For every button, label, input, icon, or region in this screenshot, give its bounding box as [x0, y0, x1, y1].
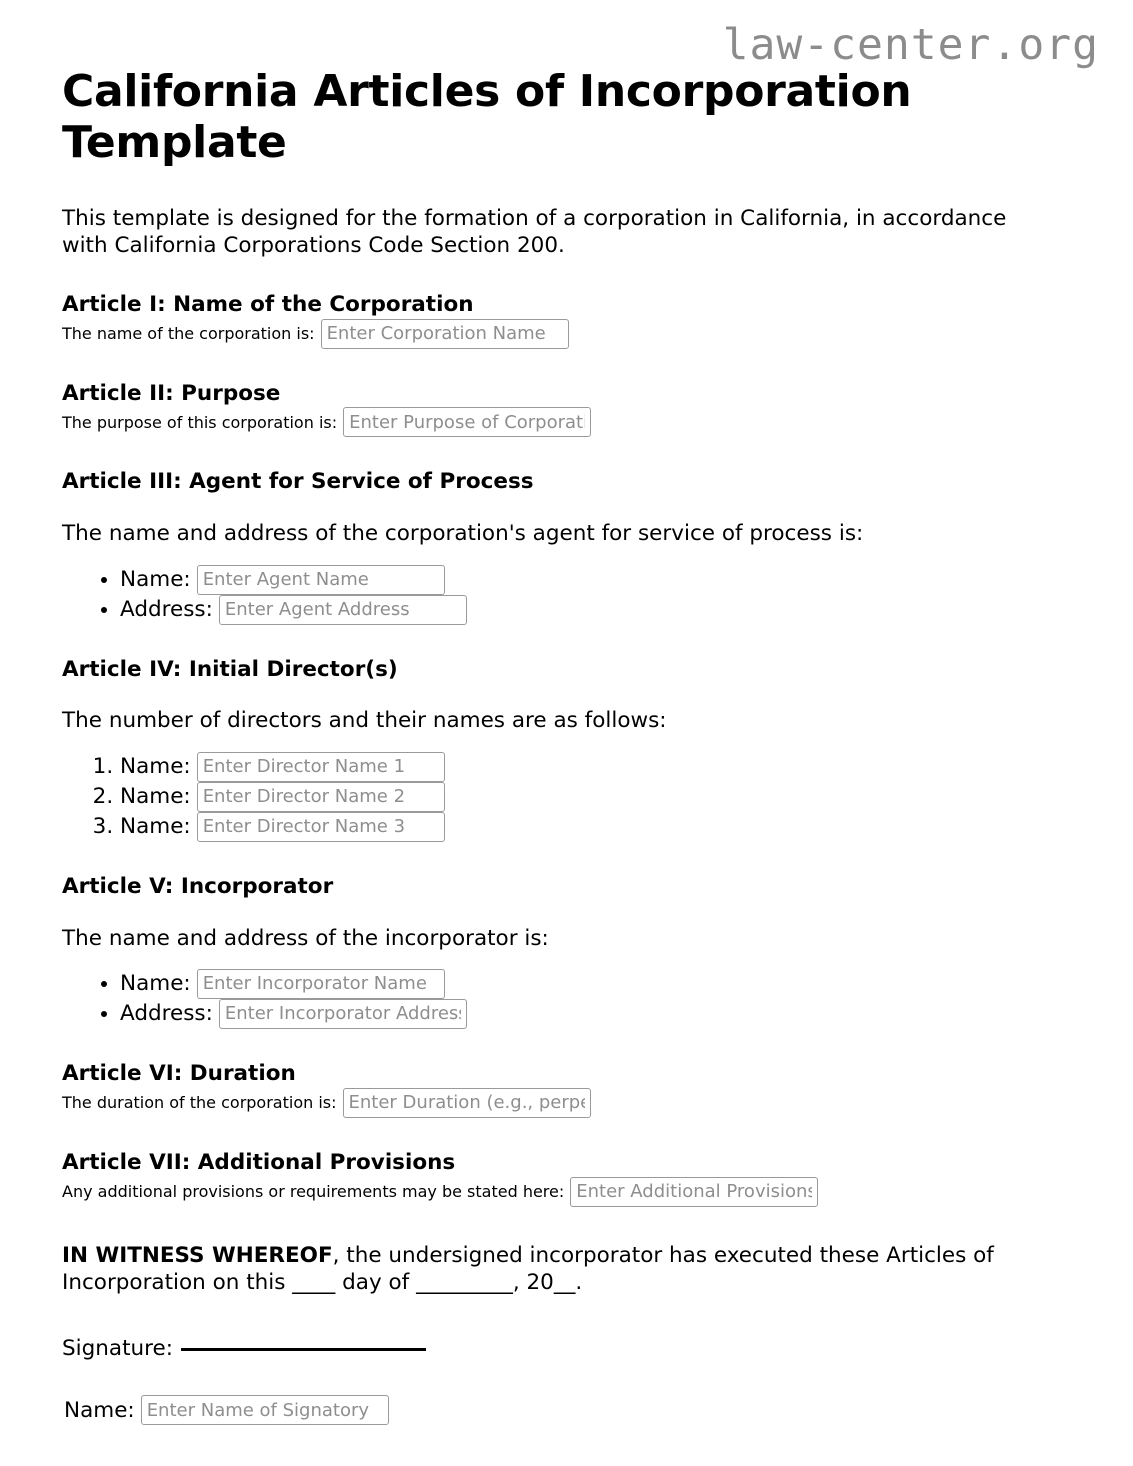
article-2-field-row [62, 407, 1071, 437]
director-3-input[interactable] [197, 812, 445, 842]
witness-paragraph [62, 1242, 1047, 1297]
additional-provisions-label: Any additional provisions or requirements may be stated here: [62, 1182, 565, 1202]
director-1-input[interactable] [197, 752, 445, 782]
witness-rest: , the undersigned incorporator has executed these Articles of Incorporation on this ____ day of _________, 20__. [62, 1242, 994, 1295]
list-item [120, 812, 1071, 842]
duration-label: The duration of the corporation is: [62, 1093, 337, 1113]
corporation-name-input[interactable] [321, 319, 569, 349]
agent-name-label: • Name: [120, 566, 191, 592]
director-2-input[interactable] [197, 782, 445, 812]
incorporator-name-input[interactable] [197, 969, 445, 999]
article-3-lead: The name and address of the corporation's agent for service of process is: [62, 521, 864, 547]
article-7-heading: Article VII: Additional Provisions [62, 1149, 456, 1175]
signature-rule [181, 1347, 426, 1351]
article-5-lead: The name and address of the incorporator is: [62, 925, 549, 951]
article-6-heading: Article VI: Duration [62, 1060, 296, 1086]
incorporator-address-input[interactable] [219, 999, 467, 1029]
article-6-field-row [62, 1088, 1071, 1118]
signature-line [62, 1336, 1071, 1361]
intro-paragraph: This template is designed for the formation of a corporation in California, in accordance with California Corporations Code Section 200. [62, 206, 1007, 259]
site-watermark: law-center.org [722, 20, 1099, 70]
article-4-lead: The number of directors and their names are as follows: [62, 708, 667, 734]
purpose-label: The purpose of this corporation is: [62, 412, 338, 432]
incorporator-field-list [62, 969, 1071, 1029]
article-1-heading: Article I: Name of the Corporation [62, 291, 474, 317]
article-4-heading: Article IV: Initial Director(s) [62, 656, 398, 682]
agent-address-input[interactable] [219, 595, 467, 625]
list-item [120, 969, 1071, 999]
article-3-heading: Article III: Agent for Service of Process [62, 469, 534, 495]
incorporator-name-label: • Name: [120, 971, 191, 997]
duration-input[interactable] [343, 1088, 591, 1118]
signatory-name-row [64, 1395, 1071, 1425]
signatory-name-input[interactable] [141, 1395, 389, 1425]
incorporator-address-label: • Address: [120, 1001, 213, 1027]
list-item [120, 752, 1071, 782]
list-item [120, 595, 1071, 625]
corporation-name-label: The name of the corporation is: [62, 324, 315, 344]
agent-field-list [62, 565, 1071, 625]
list-item [120, 999, 1071, 1029]
agent-address-label: • Address: [120, 596, 213, 622]
director-1-label: 1. Name: [120, 754, 191, 780]
witness-bold-lead: IN WITNESS WHEREOF [62, 1242, 333, 1268]
list-item [120, 565, 1071, 595]
purpose-input[interactable] [343, 407, 591, 437]
article-5-heading: Article V: Incorporator [62, 873, 334, 899]
additional-provisions-input[interactable] [570, 1177, 818, 1207]
article-1-field-row [62, 319, 1071, 349]
director-field-list [62, 752, 1071, 842]
page-title: California Articles of Incorporation Template [62, 66, 912, 169]
article-7-field-row [62, 1177, 1071, 1207]
director-2-label: 2. Name: [120, 784, 191, 810]
article-2-heading: Article II: Purpose [62, 380, 281, 406]
signature-label: Signature: [62, 1336, 173, 1362]
agent-name-input[interactable] [197, 565, 445, 595]
director-3-label: 3. Name: [120, 814, 191, 840]
list-item [120, 782, 1071, 812]
signatory-name-label: Name: [64, 1397, 135, 1423]
